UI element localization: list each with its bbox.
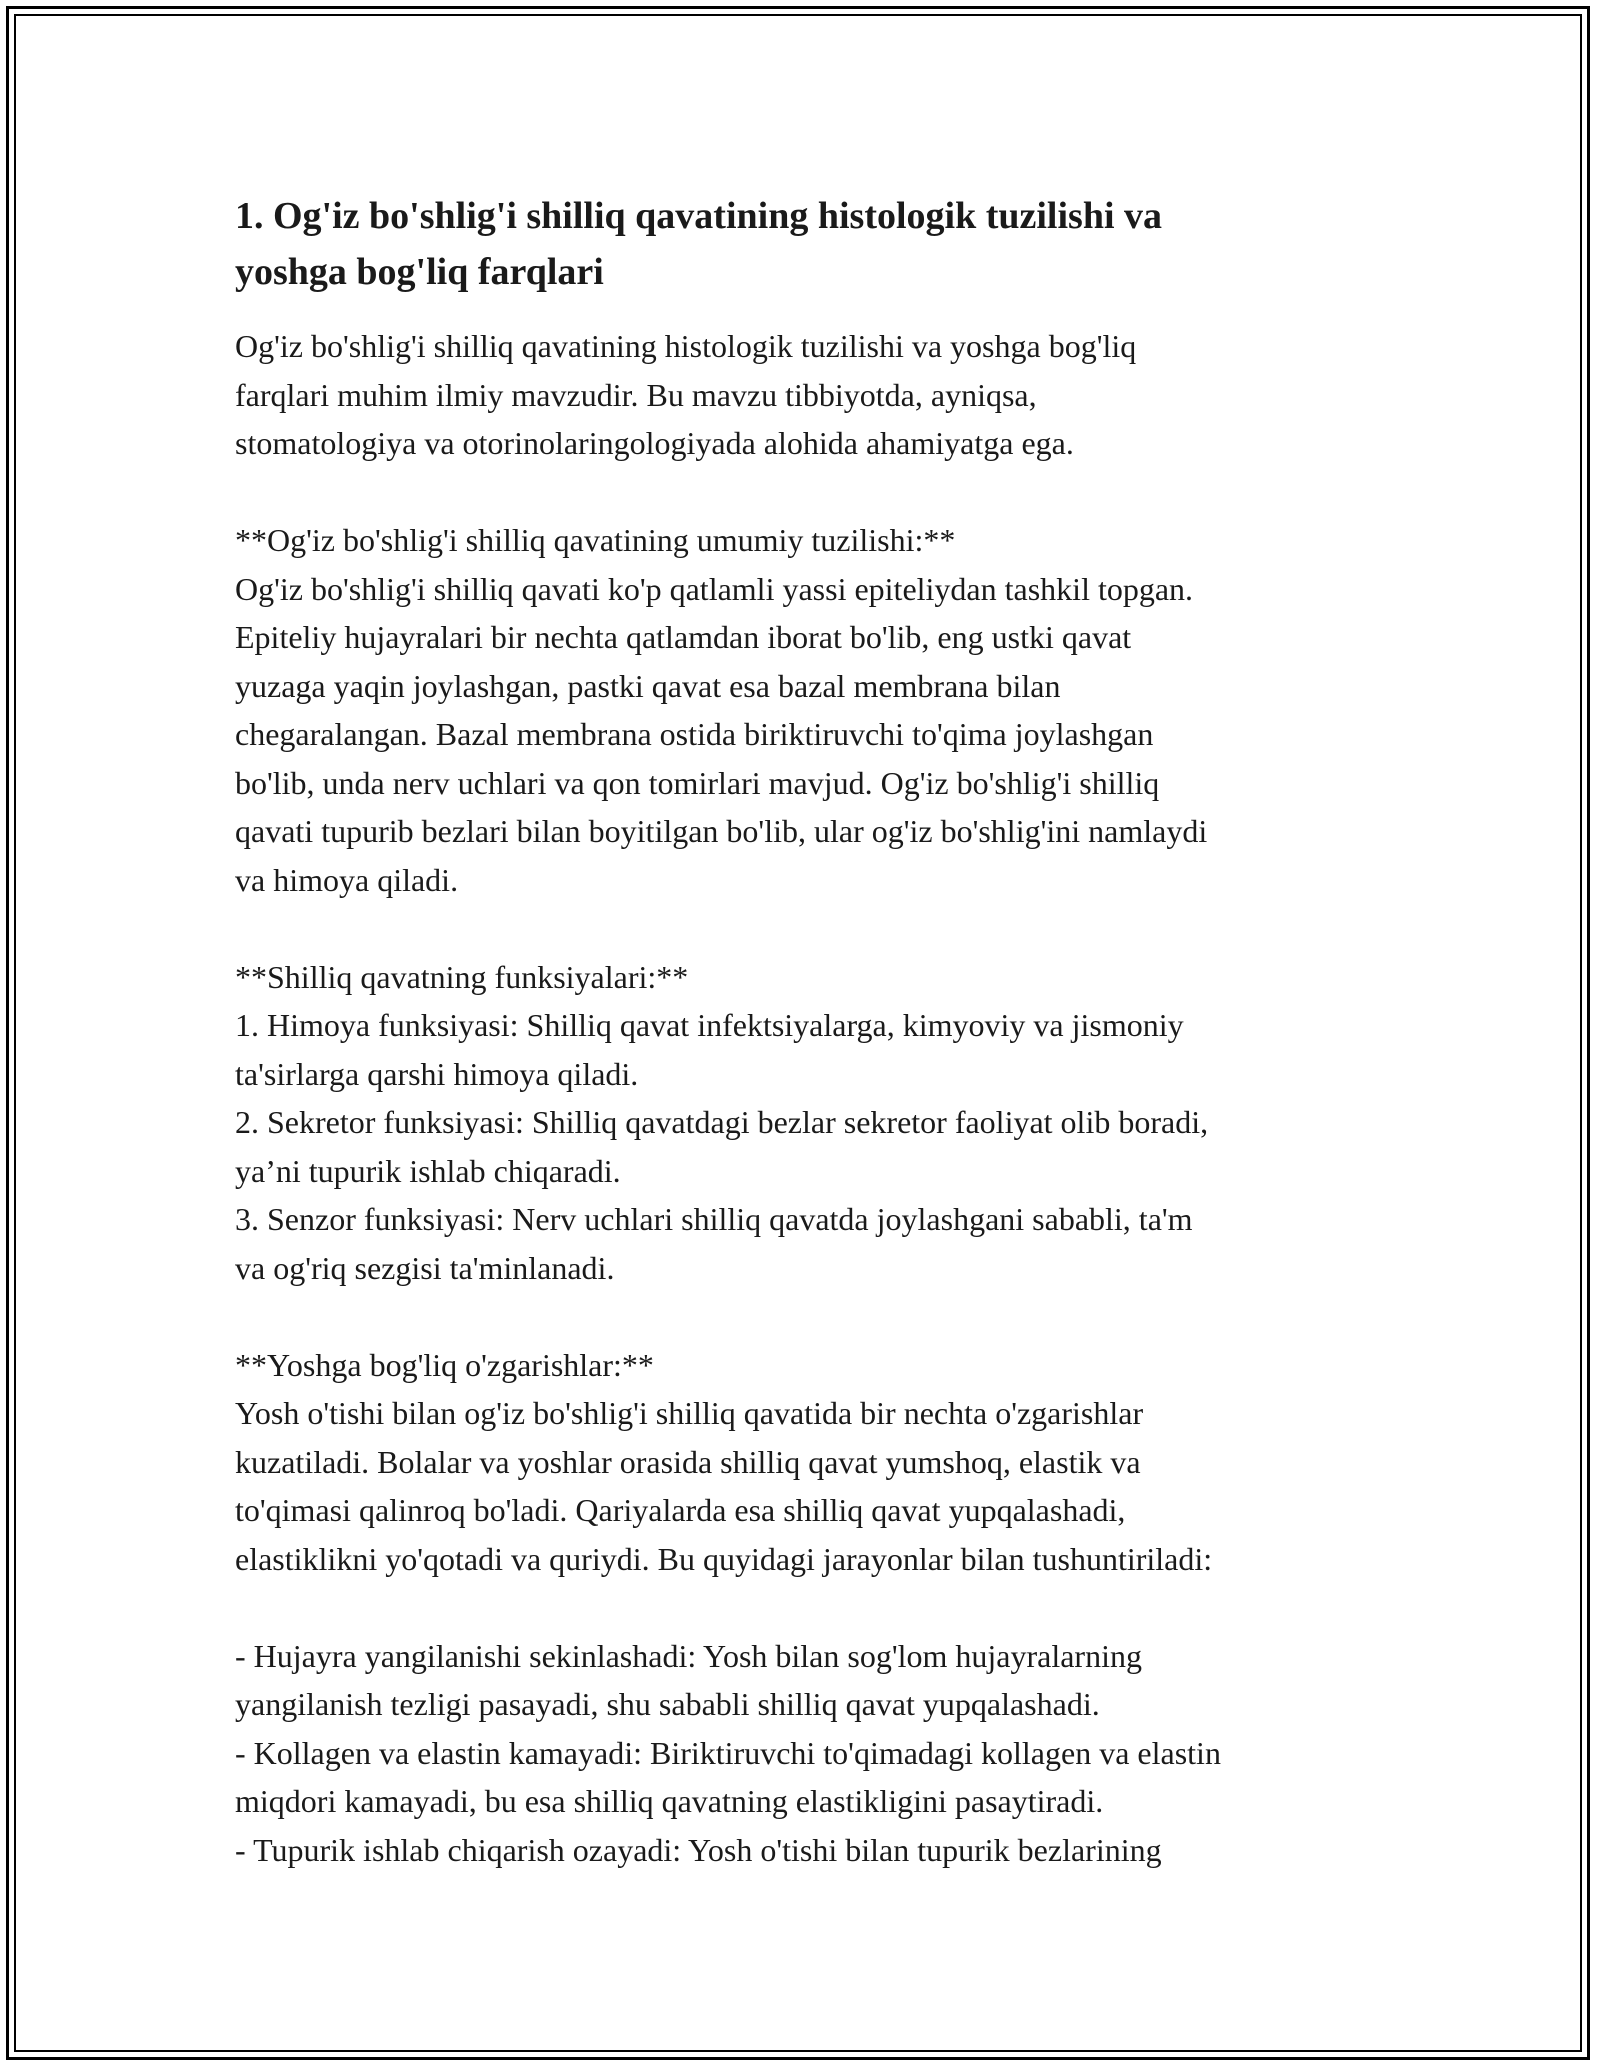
- text-line: Epiteliy hujayralari bir nechta qatlamdan iborat bo'lib, eng ustki qavat: [235, 619, 1132, 655]
- text-line: Yosh o'tishi bilan og'iz bo'shlig'i shilliq qavatida bir nechta o'zgarishlar: [235, 1395, 1144, 1431]
- text-line: ta'sirlarga qarshi himoya qiladi.: [235, 1055, 639, 1092]
- text-line: va himoya qiladi.: [235, 861, 459, 898]
- text-line: 3. Senzor funksiyasi: Nerv uchlari shilliq qavatda joylashgani sababli, ta'm: [235, 1201, 1193, 1237]
- text-line: kuzatiladi. Bolalar va yoshlar orasida shilliq qavat yumshoq, elastik va: [235, 1443, 1141, 1480]
- text-line: Og'iz bo'shlig'i shilliq qavati ko'p qatlamli yassi epiteliydan tashkil topgan.: [235, 570, 1194, 607]
- text-line: miqdori kamayadi, bu esa shilliq qavatning elastikligini pasaytiradi.: [235, 1783, 1104, 1819]
- section-general-structure: [235, 516, 1375, 904]
- title-line: 1. Og'iz bo'shlig'i shilliq qavatining histologik tuzilishi va: [235, 195, 1163, 237]
- text-line: farqlari muhim ilmiy mavzudir. Bu mavzu tibbiyotda, ayniqsa,: [235, 376, 1037, 413]
- paragraph-gap: [235, 904, 1375, 953]
- text-line: yangilanish tezligi pasayadi, shu sababli shilliq qavat yupqalashadi.: [235, 1686, 1100, 1722]
- section-age-changes: [235, 1341, 1375, 1584]
- text-line: chegaralangan. Bazal membrana ostida biriktiruvchi to'qima joylashgan: [235, 716, 1154, 752]
- text-line: Og'iz bo'shlig'i shilliq qavatining histologik tuzilishi va yoshga bog'liq: [235, 328, 1137, 364]
- section-heading: **Shilliq qavatning funksiyalari:**: [235, 958, 689, 995]
- text-line: va og'riq sezgisi ta'minlanadi.: [235, 1249, 615, 1286]
- section-heading: **Og'iz bo'shlig'i shilliq qavatining umumiy tuzilishi:**: [235, 522, 956, 558]
- list-item: - Hujayra yangilanishi sekinlashadi: Yosh bilan sog'lom hujayralarning: [235, 1637, 1142, 1674]
- text-line: to'qimasi qalinroq bo'ladi. Qariyalarda esa shilliq qavat yupqalashadi,: [235, 1492, 1126, 1528]
- age-changes-list: [235, 1632, 1375, 1875]
- title-line: yoshga bog'liq farqlari: [235, 251, 604, 293]
- text-line: 1. Himoya funksiyasi: Shilliq qavat infektsiyalarga, kimyoviy va jismoniy: [235, 1007, 1184, 1043]
- text-line: yuzaga yaqin joylashgan, pastki qavat esa bazal membrana bilan: [235, 667, 1061, 704]
- text-line: bo'lib, unda nerv uchlari va qon tomirlari mavjud. Og'iz bo'shlig'i shilliq: [235, 764, 1160, 801]
- paragraph-gap: [235, 1583, 1375, 1632]
- text-line: elastiklikni yo'qotadi va quriydi. Bu quyidagi jarayonlar bilan tushuntiriladi:: [235, 1540, 1213, 1577]
- text-line: stomatologiya va otorinolaringologiyada alohida ahamiyatga ega.: [235, 425, 1074, 461]
- section-functions: [235, 953, 1375, 1293]
- section-heading: **Yoshga bog'liq o'zgarishlar:**: [235, 1346, 654, 1383]
- paragraph-gap: [235, 1292, 1375, 1341]
- intro-paragraph: [235, 322, 1375, 468]
- text-line: qavati tupurib bezlari bilan boyitilgan bo'lib, ular og'iz bo'shlig'ini namlaydi: [235, 813, 1208, 849]
- list-item: - Kollagen va elastin kamayadi: Biriktiruvchi to'qimadagi kollagen va elastin: [235, 1734, 1221, 1771]
- list-item: - Tupurik ishlab chiqarish ozayadi: Yosh o'tishi bilan tupurik bezlarining: [235, 1831, 1162, 1868]
- document-body: [235, 188, 1375, 1874]
- document-text: [235, 322, 1375, 1874]
- text-line: 2. Sekretor funksiyasi: Shilliq qavatdagi bezlar sekretor faoliyat olib boradi,: [235, 1104, 1209, 1140]
- document-title: [235, 188, 1375, 300]
- paragraph-gap: [235, 468, 1375, 517]
- text-line: ya’ni tupurik ishlab chiqaradi.: [235, 1152, 621, 1189]
